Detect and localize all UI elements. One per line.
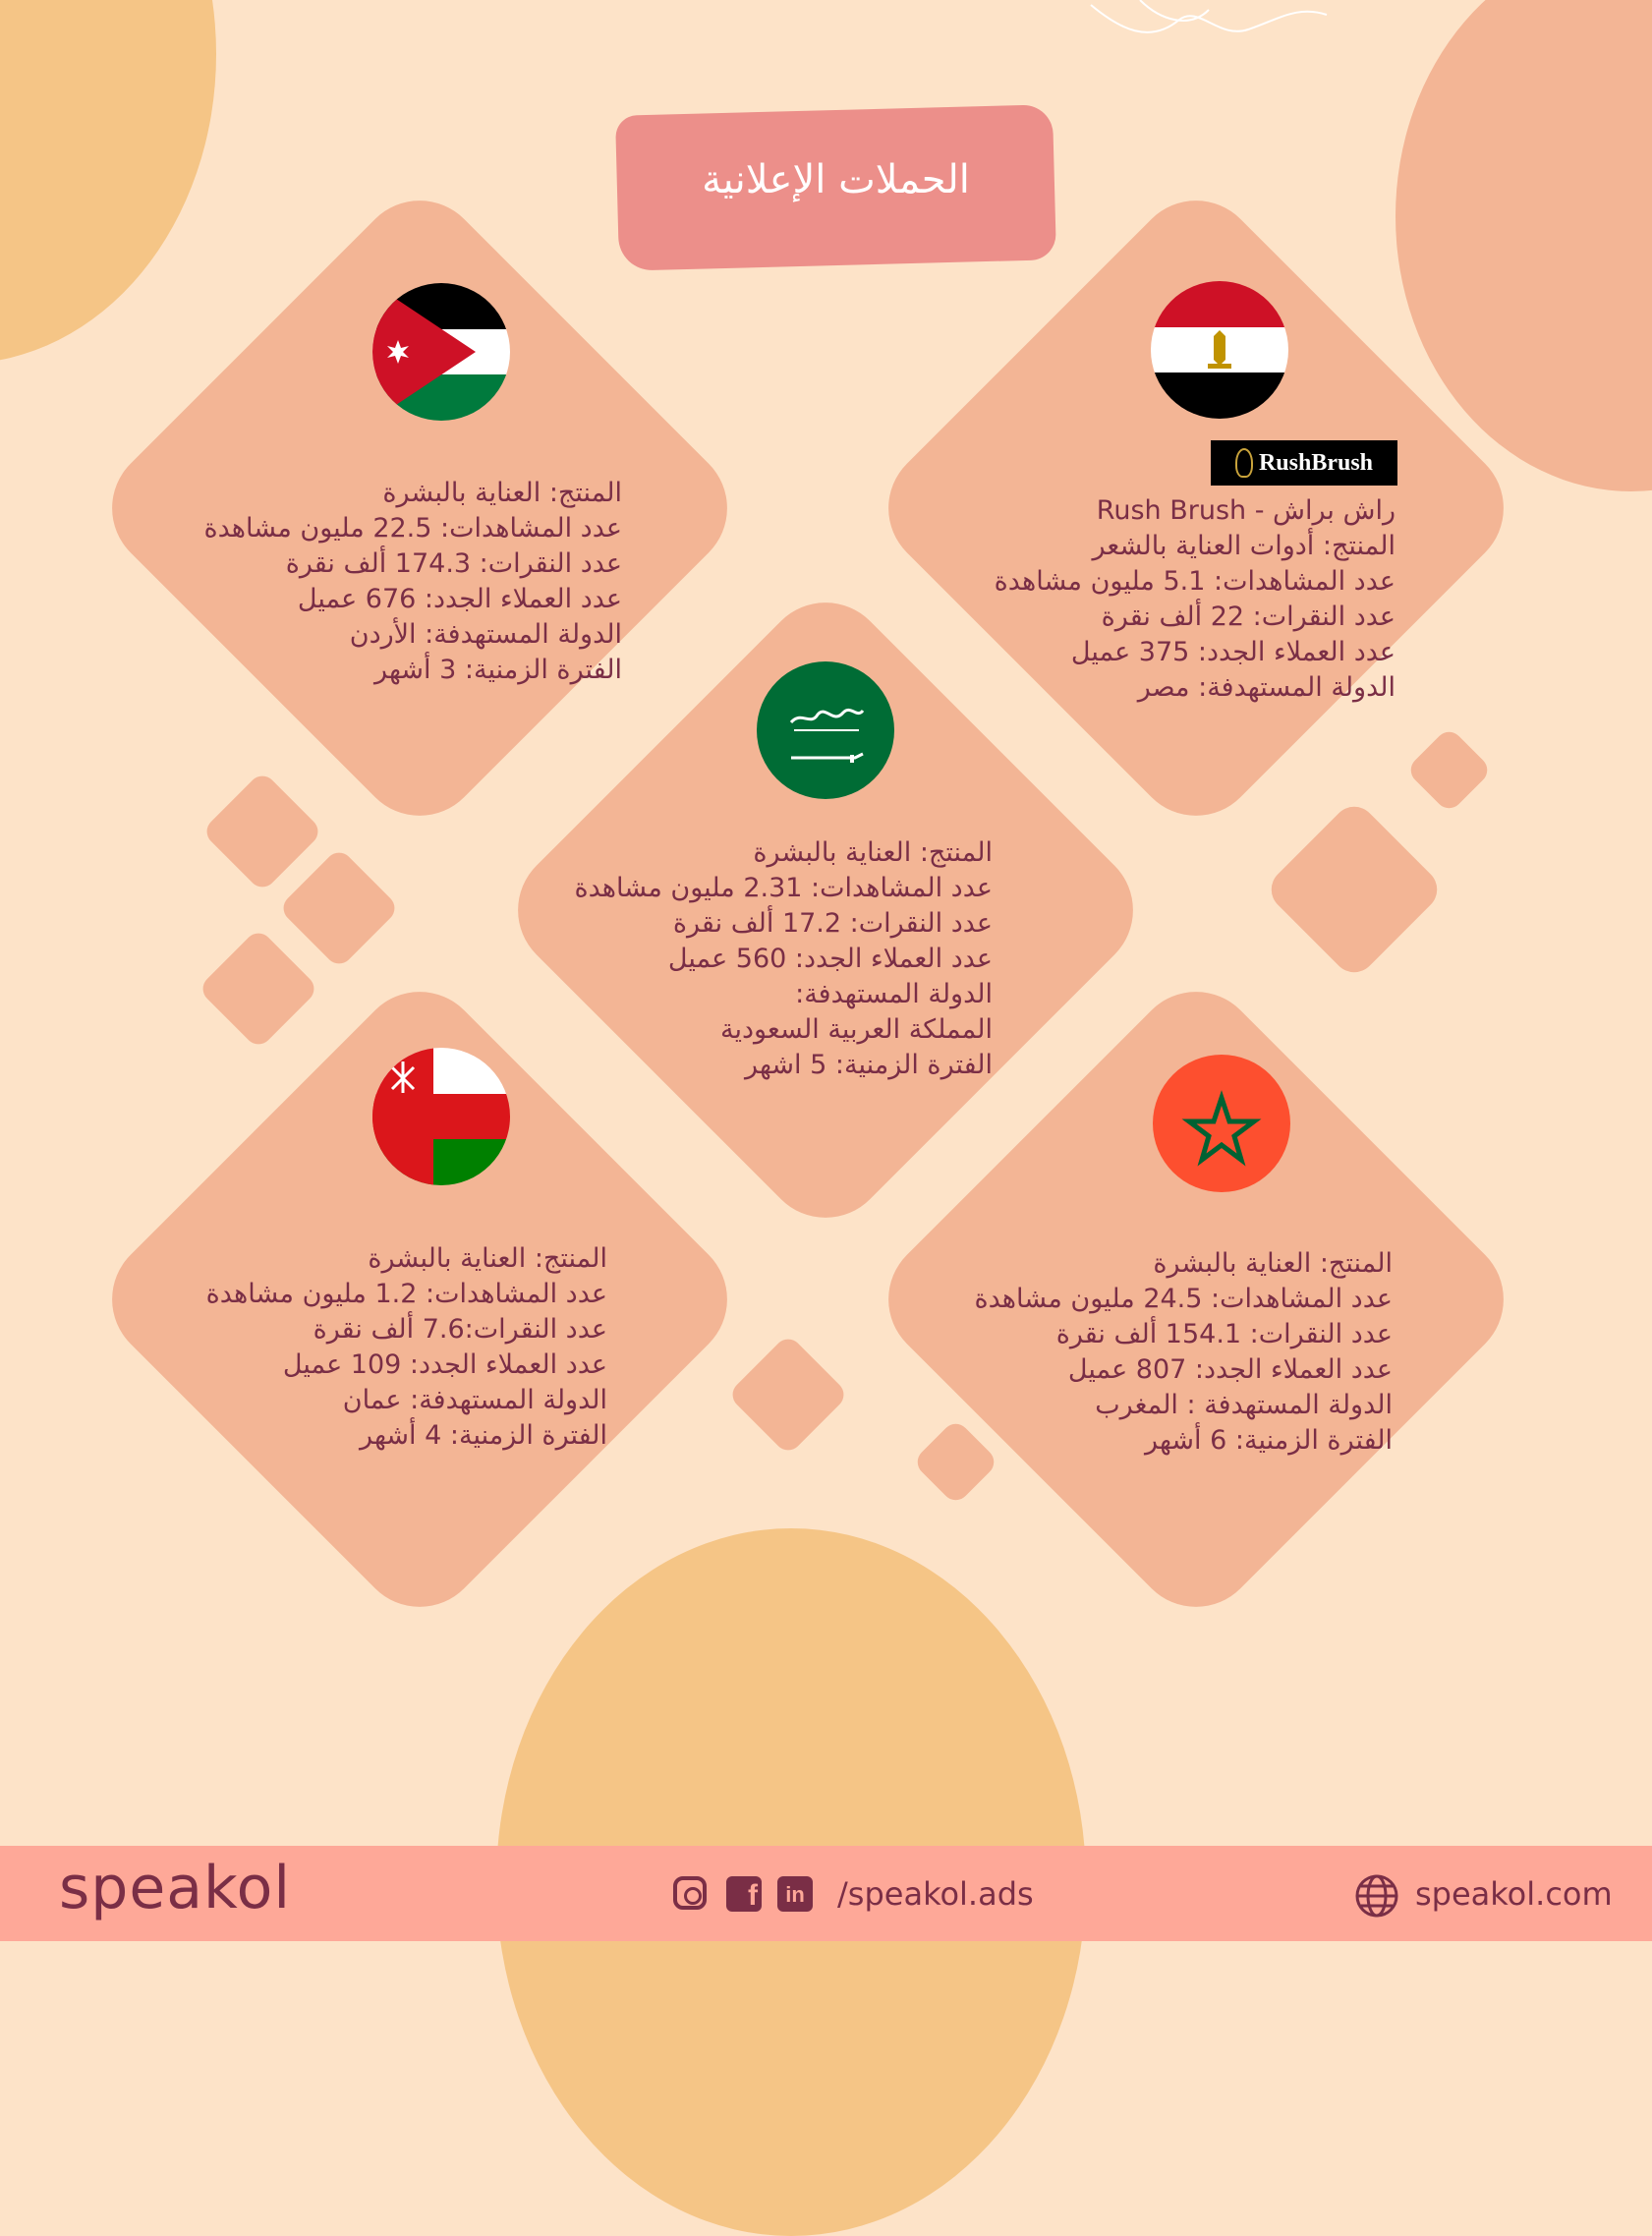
decor-diamond <box>198 928 319 1050</box>
card-line: عدد النقرات: 17.2 ألف نقرة <box>672 908 993 939</box>
card-line: عدد النقرات: 174.3 ألف نقرة <box>285 548 622 579</box>
saudi-flag-icon <box>757 661 894 799</box>
card-saudi-text <box>574 835 993 1083</box>
jordan-flag-icon <box>372 283 510 421</box>
card-line: عدد العملاء الجدد: 676 عميل <box>297 584 622 614</box>
egypt-flag-icon <box>1151 281 1288 419</box>
card-line: الدولة المستهدفة: مصر <box>1137 672 1396 703</box>
facebook-icon[interactable]: f <box>726 1876 762 1912</box>
card-line: المنتج: العناية بالبشرة <box>1153 1248 1393 1279</box>
decor-diamond <box>727 1334 849 1456</box>
page-title: الحملات الإعلانية <box>702 157 970 202</box>
card-line: الدولة المستهدفة : المغرب <box>1095 1390 1393 1420</box>
card-line: عدد النقرات: 154.1 ألف نقرة <box>1055 1319 1393 1349</box>
card-line: الفترة الزمنية: 6 أشهر <box>1145 1425 1393 1456</box>
card-jordan-text <box>203 476 622 688</box>
card-line: عدد العملاء الجدد: 560 عميل <box>667 944 993 974</box>
card-line: عدد المشاهدات: 1.2 مليون مشاهدة <box>205 1279 607 1309</box>
oman-flag-icon <box>372 1048 510 1185</box>
social-handle[interactable]: /speakol.ads <box>837 1875 1034 1913</box>
decor-line-art <box>1081 0 1356 49</box>
website-link[interactable]: speakol.com <box>1415 1875 1613 1913</box>
card-line: راش براش - Rush Brush <box>1096 495 1396 526</box>
card-line: الدولة المستهدفة: عمان <box>342 1385 607 1415</box>
speakol-logo[interactable]: speakol <box>59 1854 292 1922</box>
card-line: عدد العملاء الجدد: 109 عميل <box>282 1349 607 1380</box>
card-line: المنتج: العناية بالبشرة <box>382 478 622 508</box>
card-line: عدد المشاهدات: 24.5 مليون مشاهدة <box>974 1284 1393 1314</box>
card-line: الدولة المستهدفة: <box>795 979 993 1009</box>
card-line: عدد المشاهدات: 22.5 مليون مشاهدة <box>203 513 622 544</box>
card-line: الفترة الزمنية: 4 أشهر <box>360 1420 607 1451</box>
instagram-icon[interactable] <box>673 1876 707 1910</box>
card-line: المنتج: العناية بالبشرة <box>368 1243 607 1274</box>
decor-diamond <box>1405 726 1493 814</box>
card-line: عدد العملاء الجدد: 375 عميل <box>1070 637 1396 667</box>
card-morocco-text <box>974 1246 1393 1459</box>
decor-blob-top-left <box>0 0 216 364</box>
card-line: المملكة العربية السعودية <box>719 1014 993 1045</box>
decor-diamond <box>278 847 400 969</box>
card-line: الدولة المستهدفة: الأردن <box>349 619 622 650</box>
card-line: المنتج: أدوات العناية بالشعر <box>1092 531 1396 561</box>
rushbrush-logo <box>1211 440 1397 486</box>
card-line: الفترة الزمنية: 5 اشهر <box>745 1050 993 1080</box>
card-line: عدد النقرات: 22 ألف نقرة <box>1101 602 1396 632</box>
brand-logo-text: RushBrush <box>1258 449 1374 476</box>
decor-diamond <box>1263 798 1447 982</box>
card-oman-text <box>206 1241 607 1454</box>
linkedin-icon[interactable]: in <box>777 1876 813 1912</box>
card-line: عدد النقرات:7.6 ألف نقرة <box>313 1314 607 1345</box>
tennis-racket-icon <box>1235 448 1253 478</box>
card-egypt-text <box>995 493 1396 706</box>
card-line: عدد المشاهدات: 5.1 مليون مشاهدة <box>994 566 1396 597</box>
decor-diamond <box>201 771 323 892</box>
card-line: عدد المشاهدات: 2.31 مليون مشاهدة <box>574 873 993 903</box>
card-line: الفترة الزمنية: 3 أشهر <box>374 655 622 685</box>
card-line: عدد العملاء الجدد: 807 عميل <box>1067 1354 1393 1385</box>
card-line: المنتج: العناية بالبشرة <box>753 837 993 868</box>
morocco-flag-icon <box>1153 1055 1290 1192</box>
globe-icon[interactable] <box>1354 1873 1399 1919</box>
